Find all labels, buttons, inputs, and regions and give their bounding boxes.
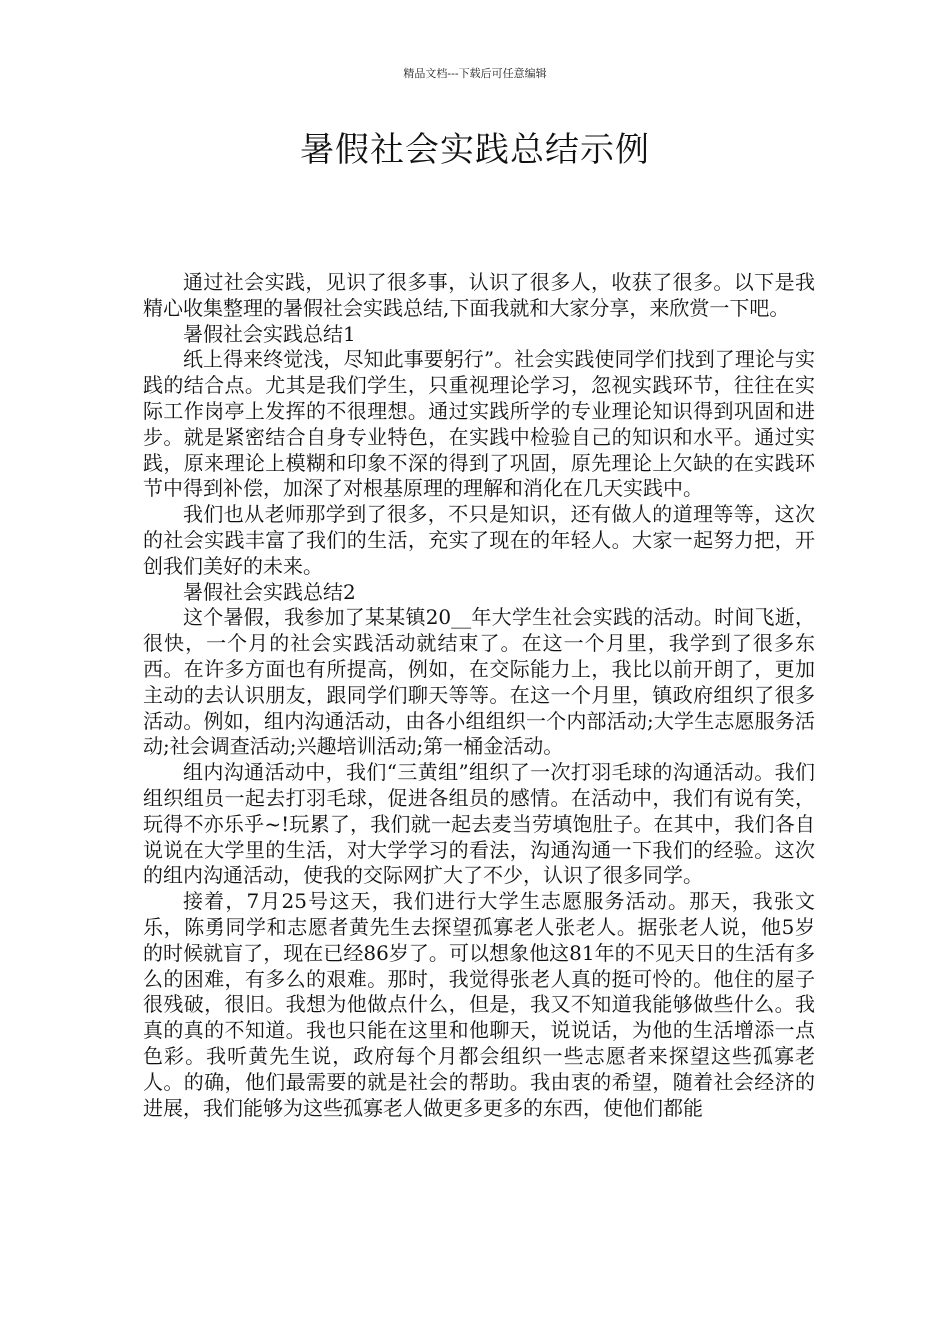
- section-heading-1: 暑假社会实践总结1: [183, 321, 356, 346]
- intro-paragraph: 通过社会实践，见识了很多事，认识了很多人，收获了很多。以下是我精心收集整理的暑假社会实践总结,下面我就和大家分享，来欣赏一下吧。: [143, 270, 815, 320]
- body-paragraph: 纸上得来终觉浅，尽知此事要躬行”。社会实践使同学们找到了理论与实践的结合点。尤其是我们学生，只重视理论学习，忽视实践环节，往往在实际工作岗亭上发挥的不很理想。通过实践所学的专业理论知识得到巩固和进步。就是紧密结合自身专业特色，在实践中检验自己的知识和水平。通过实践，原来理论上模糊和印象不深的得到了巩固，原先理论上欠缺的在实践环节中得到补偿，加深了对根基原理的理解和消化在几天实践中。: [143, 347, 815, 501]
- body-paragraph: 我们也从老师那学到了很多，不只是知识，还有做人的道理等等，这次的社会实践丰富了我们的生活，充实了现在的年轻人。大家一起努力把，开创我们美好的未来。: [143, 502, 815, 578]
- section-heading-2: 暑假社会实践总结2: [183, 579, 356, 604]
- body-paragraph: 组内沟通活动中，我们“三黄组”组织了一次打羽毛球的沟通活动。我们组织组员一起去打羽毛球，促进各组员的感情。在活动中，我们有说有笑，玩得不亦乐乎~!玩累了，我们就一起去麦当劳填饱肚子。在其中，我们各自说说在大学里的生活，对大学学习的看法，沟通沟通一下我们的经验。这次的组内沟通活动，使我的交际网扩大了不少，认识了很多同学。: [143, 760, 815, 888]
- body-paragraph: 接着，7月25号这天，我们进行大学生志愿服务活动。那天，我张文乐，陈勇同学和志愿者黄先生去探望孤寡老人张老人。据张老人说，他5岁的时候就盲了，现在已经86岁了。可以想象他这81年的不见天日的生活有多么的困难，有多么的艰难。那时，我觉得张老人真的挺可怜的。他住的屋子很残破，很旧。我想为他做点什么，但是，我又不知道我能够做些什么。我真的真的不知道。我也只能在这里和他聊天，说说话，为他的生活增添一点色彩。我听黄先生说，政府每个月都会组织一些志愿者来探望这些孤寡老人。的确，他们最需要的就是社会的帮助。我由衷的希望，随着社会经济的进展，我们能够为这些孤寡老人做更多更多的东西，使他们都能: [143, 889, 815, 1120]
- document-body: [143, 270, 815, 1121]
- body-paragraph: 这个暑假，我参加了某某镇20__年大学生社会实践的活动。时间飞逝，很快，一个月的社会实践活动就结束了。在这一个月里，我学到了很多东西。在许多方面也有所提高，例如，在交际能力上，我比以前开朗了，更加主动的去认识朋友，跟同学们聊天等等。在这一个月里，镇政府组织了很多活动。例如，组内沟通活动，由各小组组织一个内部活动;大学生志愿服务活动;社会调查活动;兴趣培训活动;第一桶金活动。: [143, 605, 815, 759]
- document-title: 暑假社会实践总结示例: [300, 130, 650, 170]
- header-note: 精品文档---下载后可任意编辑: [403, 67, 547, 80]
